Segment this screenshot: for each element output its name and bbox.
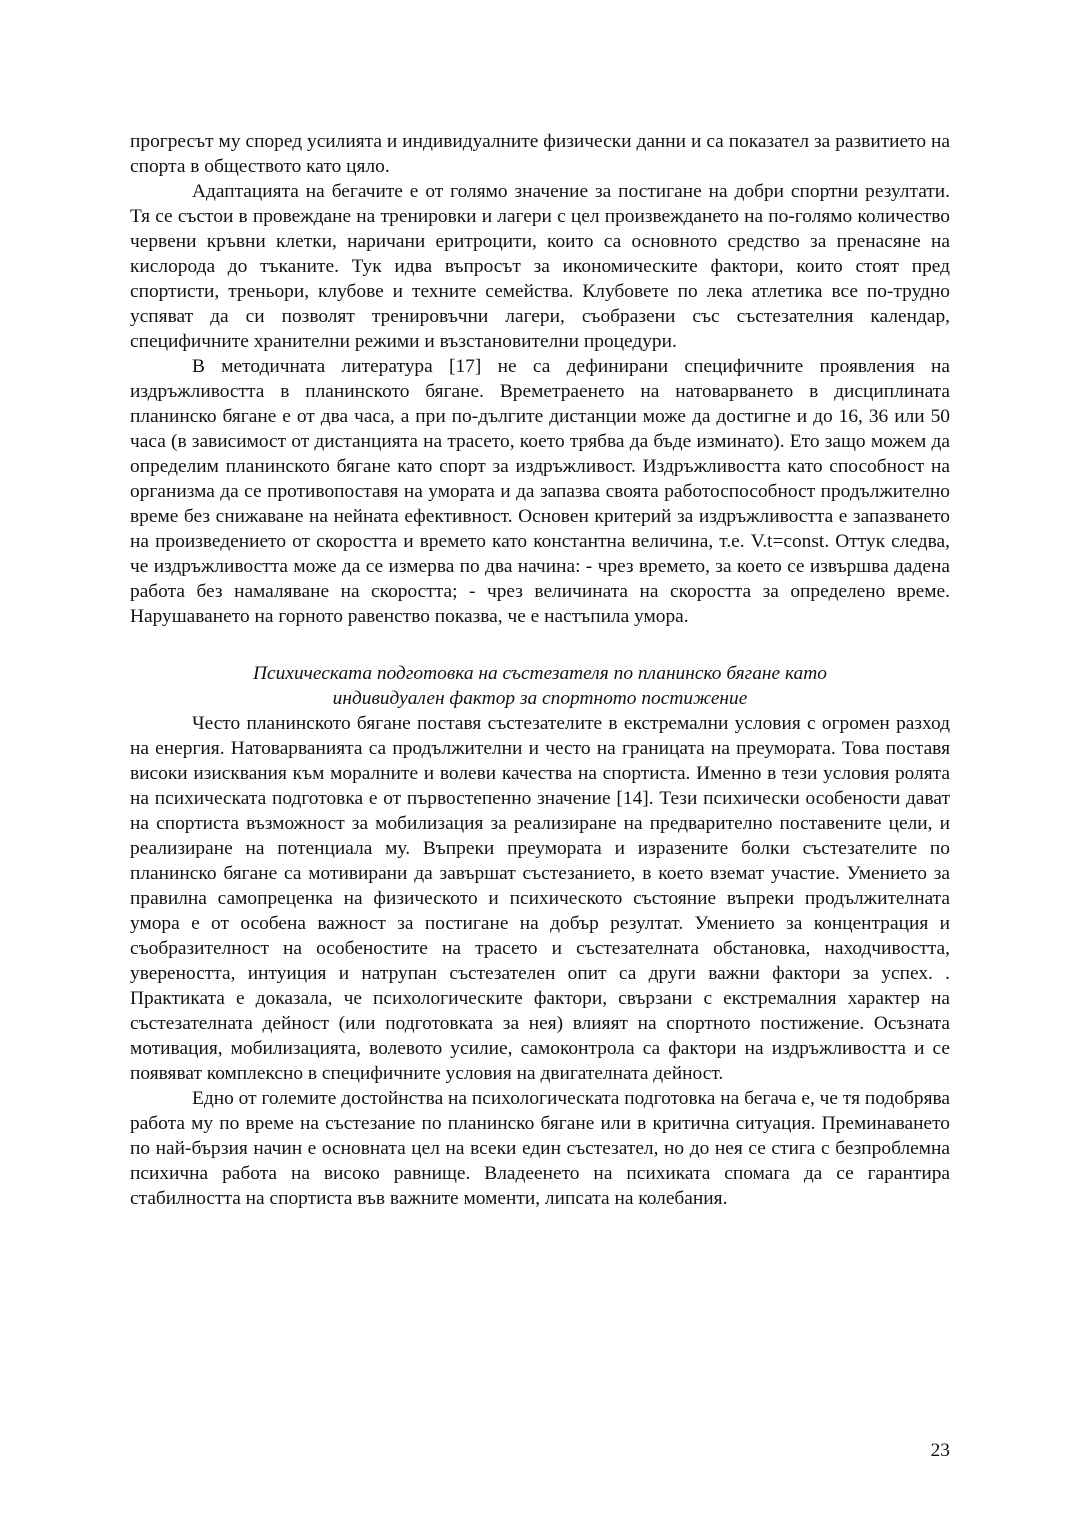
document-body xyxy=(130,129,950,1211)
section-heading-line-1: Психическата подготовка на състезателя по планинско бягане като xyxy=(253,663,827,684)
paragraph-psychological-benefits: Едно от големите достойнства на психологическата подготовка на бегача е, че тя подобрява работа му по време на състезание по планинско бягане или в критична ситуация. Преминаването по най-бързия начин е основната цел на всеки един състезател, но до нея се стига с безпроблемна психична работа на високо равнище. Владеенето на психиката спомага да се гарантира стабилността на спортиста във важните моменти, липсата на колебания. xyxy=(130,1088,950,1209)
page-number: 23 xyxy=(930,1440,950,1461)
section-heading-line-2: индивидуален фактор за спортното постижение xyxy=(332,688,748,709)
paragraph-continuation: прогресът му според усилията и индивидуалните физически данни и са показател за развитието на спорта в обществото като цяло. xyxy=(130,131,950,177)
paragraph-endurance: В методичната литература [17] не са дефинирани специфичните проявления на издръжливостта в планинското бягане. Времетраенето на натоварването в дисциплината планинско бягане е от два часа, а при по-дългите дистанции може да достигне и до 16, 36 или 50 часа (в зависимост от дистанцията на трасето, което трябва да бъде изминато). Ето защо можем да определим планинското бягане като спорт за издръжливост. Издръжливостта като способност на организма да се противопоставя на умората и да запазва своята работоспособност продължително време без снижаване на нейната ефективност. Основен критерий за издръжливостта е запазването на произведението от скоростта и времето като константна величина, т.е. V.t=const. Оттук следва, че издръжливостта може да се измерва по два начина: - чрез времето, за което се извършва дадена работа без намаляване на скоростта; - чрез величината на скоростта за определено време. Нарушаването на горното равенство показва, че е настъпила умора. xyxy=(130,356,950,627)
section-heading xyxy=(130,661,950,711)
paragraph-psychological-preparation: Често планинското бягане поставя състезателите в екстремални условия с огромен разход на енергия. Натоварванията са продължителни и често на границата на преумората. Това поставя високи изисквания към моралните и волеви качества на спортиста. Именно в тези условия ролята на психическата подготовка е от първостепенно значение [14]. Тези психически особености дават на спортиста възможност за мобилизация за реализиране на предварително поставените цели, и реализиране на потенциала му. Въпреки преумората и изразените болки състезателите по планинско бягане са мотивирани да завършат състезанието, в което вземат участие. Умението за правилна самопреценка на физическото и психическото състояние въпреки продължителната умора е от особена важност за постигане на добър резултат. Умението за концентрация и съобразителност на особеностите на трасето и състезателната обстановка, находчивостта, увереността, интуиция и натрупан състезателен опит са други важни фактори за успех. . Практиката е доказала, че психологическите фактори, свързани с екстремалния характер на състезателната дейност (или подготовката за нея) влияят на спортното постижение. Осъзната мотивация, мобилизацията, волевото усилие, самоконтрола са фактори на издръжливостта и се появяват комплексно в специфичните условия на двигателната дейност. xyxy=(130,713,950,1084)
paragraph-adaptation: Адаптацията на бегачите е от голямо значение за постигане на добри спортни резултати. Тя се състои в провеждане на тренировки и лагери с цел произвеждането на по-голямо количество червени кръвни клетки, наричани еритроцити, които са основното средство за пренасяне на кислорода до тъканите. Тук идва въпросът за икономическите фактори, които стоят пред спортисти, треньори, клубове и техните семейства. Клубовете по лека атлетика все по-трудно успяват да си позволят тренировъчни лагери, съобразени със състезателния календар, специфичните хранителни режими и възстановителни процедури. xyxy=(130,181,950,352)
